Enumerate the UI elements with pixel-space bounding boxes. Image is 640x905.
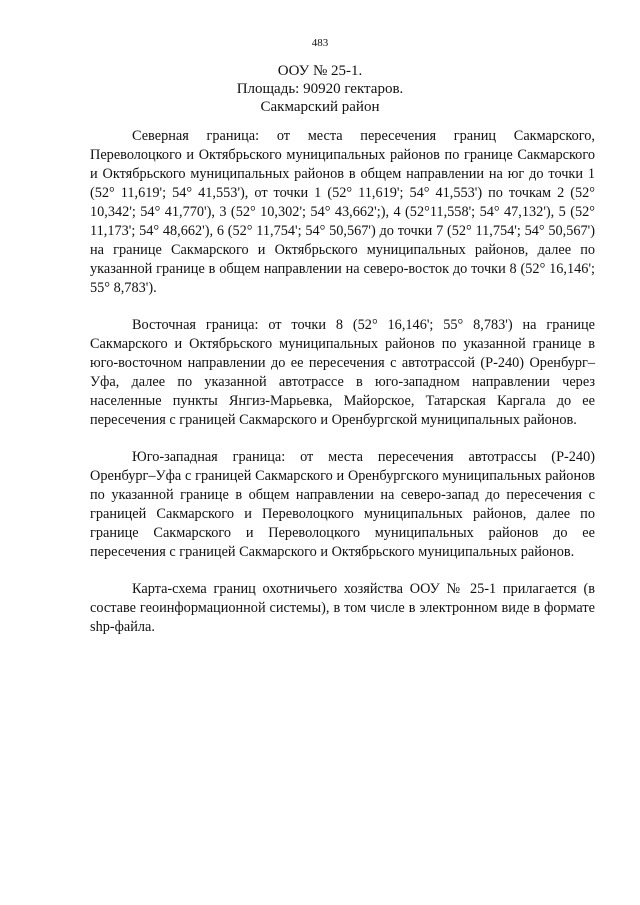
hunting-area-title: ООУ № 25-1. <box>277 63 363 79</box>
page-number: 483 <box>311 37 329 49</box>
area-size: Площадь: 90920 гектаров. <box>236 81 404 97</box>
district-name: Сакмарский район <box>260 99 380 115</box>
southwest-boundary-paragraph: Юго-западная граница: от места пересечения автотрассы (Р-240) Оренбург–Уфа с границей Сакмарского и Оренбургского муниципальных районов по указанной границе в общем направлении на северо-запад до пересечения с границей Сакмарского и Переволоцкого муниципальных районов, далее по границе Сакмарского и Переволоцкого муниципальных районов до ее пересечения с границей Сакмарского и Октябрьского муниципальных районов. <box>90 449 595 560</box>
document-header <box>0 62 640 116</box>
east-boundary-paragraph: Восточная граница: от точки 8 (52° 16,146'; 55° 8,783') на границе Сакмарского и Октябрьского муниципальных районов по указанной границе в юго-восточном направлении до ее пересечения с автотрассой (Р-240) Оренбург–Уфа, далее по указанной автотрассе в юго-западном направлении через населенные пункты Янгиз-Марьевка, Майорское, Татарская Каргала до ее пересечения с границей Сакмарского и Оренбургской муниципальных районов. <box>90 317 595 428</box>
document-body <box>90 127 595 655</box>
map-note-paragraph: Карта-схема границ охотничьего хозяйства ООУ № 25-1 прилагается (в составе геоинформационной системы), в том числе в электронном виде в формате shp-файла. <box>90 581 595 635</box>
north-boundary-paragraph: Северная граница: от места пересечения границ Сакмарского, Переволоцкого и Октябрьского муниципальных районов по границе Сакмарского и Октябрьского муниципальных районов в общем направлении на юг до точки 1 (52° 11,619'; 54° 41,553'), от точки 1 (52° 11,619'; 54° 41,553') по точкам 2 (52° 10,342'; 54° 41,770'), 3 (52° 10,302'; 54° 43,662';), 4 (52°11,558'; 54° 47,132'), 5 (52° 11,173'; 54° 48,662'), 6 (52° 11,754'; 54° 50,567') до точки 7 (52° 11,754'; 54° 50,567') на границе Сакмарского и Октябрьского муниципальных районов, далее по указанной границе в общем направлении на северо-восток до точки 8 (52° 16,146'; 55° 8,783'). <box>90 128 595 296</box>
